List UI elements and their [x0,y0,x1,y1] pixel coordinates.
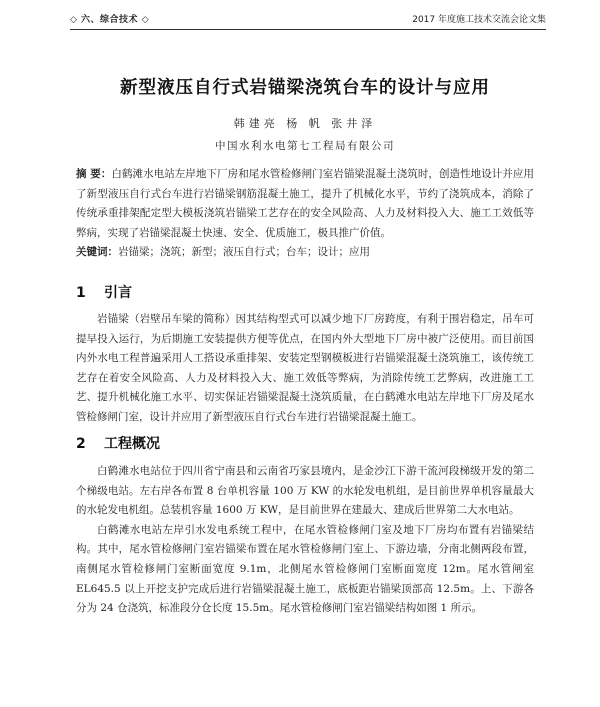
paper-title: 新型液压自行式岩锚梁浇筑台车的设计与应用 [120,78,490,98]
abstract-label: 摘 要： [76,168,112,180]
abstract-text: 白鹤滩水电站左岸地下厂房和尾水管检修闸门室岩锚梁混凝土浇筑时，创造性地设计并应用了新型液压自行式台车进行岩锚梁钢筋混凝土施工，提升了机械化水平，节约了浇筑成本，消除了传统承重排架配定型大模板浇筑岩锚梁工艺存在的安全风险高、人力及材料投入大、施工工效低等弊病，实现了岩锚梁混凝土快速、安全、优质施工，极具推广价值。 [76,168,534,239]
running-header [70,12,546,28]
paragraph: 白鹤滩水电站左岸引水发电系统工程中，在尾水管检修闸门室及地下厂房均布置有岩锚梁结构。其中，尾水管检修闸门室岩锚梁布置在尾水管检修闸门室上、下游边墙，分南北侧两段布置，南侧尾水管检修闸门室断面宽度 9.1m，北侧尾水管检修闸门室断面宽度 12m。尾水管闸室 EL645.5 以上开挖支护完成后进行岩锚梁混凝土施工，底板距岩锚梁顶部高 12.5m。上、下游各分为 24 仓浇筑，标准段分仓长度 15.5m。尾水管检修闸门室岩锚梁结构如图 1 所示。 [76,523,534,615]
section-heading-project-overview [76,433,476,453]
project-overview-body [76,462,534,619]
introduction-body [76,310,534,428]
header-section-label: ◇ 六、综合技术 ◇ [70,15,150,25]
section-title: 工程概况 [104,436,160,452]
author-list: 韩建亮 杨 帆 张井泽 [233,117,377,130]
keywords-text: 岩锚梁；浇筑；新型；液压自行式；台车；设计；应用 [118,246,370,258]
abstract [76,165,534,243]
keywords-label: 关键词： [76,246,118,258]
section-heading-introduction [76,282,476,302]
header-rule [70,29,546,30]
affiliation: 中国水利水电第七工程局有限公司 [215,140,395,152]
paragraph: 岩锚梁（岩壁吊车梁的简称）因其结构型式可以减少地下厂房跨度，有利于围岩稳定，吊车可提早投入运行，为后期施工安装提供方便等优点，在国内外大型地下厂房中被广泛使用。而目前国内外水电工程普遍采用人工搭设承重排架、安装定型钢模板进行岩锚梁混凝土浇筑施工，该传统工艺存在着安全风险高、人力及材料投入大、施工效低等弊病，为消除传统工艺弊病，改进施工工艺、提升机械化施工水平、切实保证岩锚梁混凝土浇筑质量，在白鹤滩水电站左岸地下厂房及尾水管检修闸门室，设计并应用了新型液压自行式台车进行岩锚梁混凝土施工。 [76,313,534,423]
header-collection-title: 2017 年度施工技术交流会论文集 [412,15,546,25]
keywords [76,243,534,263]
section-number: 2 [76,436,86,452]
section-number: 1 [76,285,86,301]
section-title: 引言 [104,285,132,301]
paragraph: 白鹤滩水电站位于四川省宁南县和云南省巧家县境内，是金沙江下游干流河段梯级开发的第二个梯级电站。左右岸各布置 8 台单机容量 100 万 KW 的水轮发电机组，是目前世界单机容量最大的水轮发电机组。总装机容量 1600 万 KW，是目前世界在建最大、建成后世界第二大水电站。 [76,465,534,517]
